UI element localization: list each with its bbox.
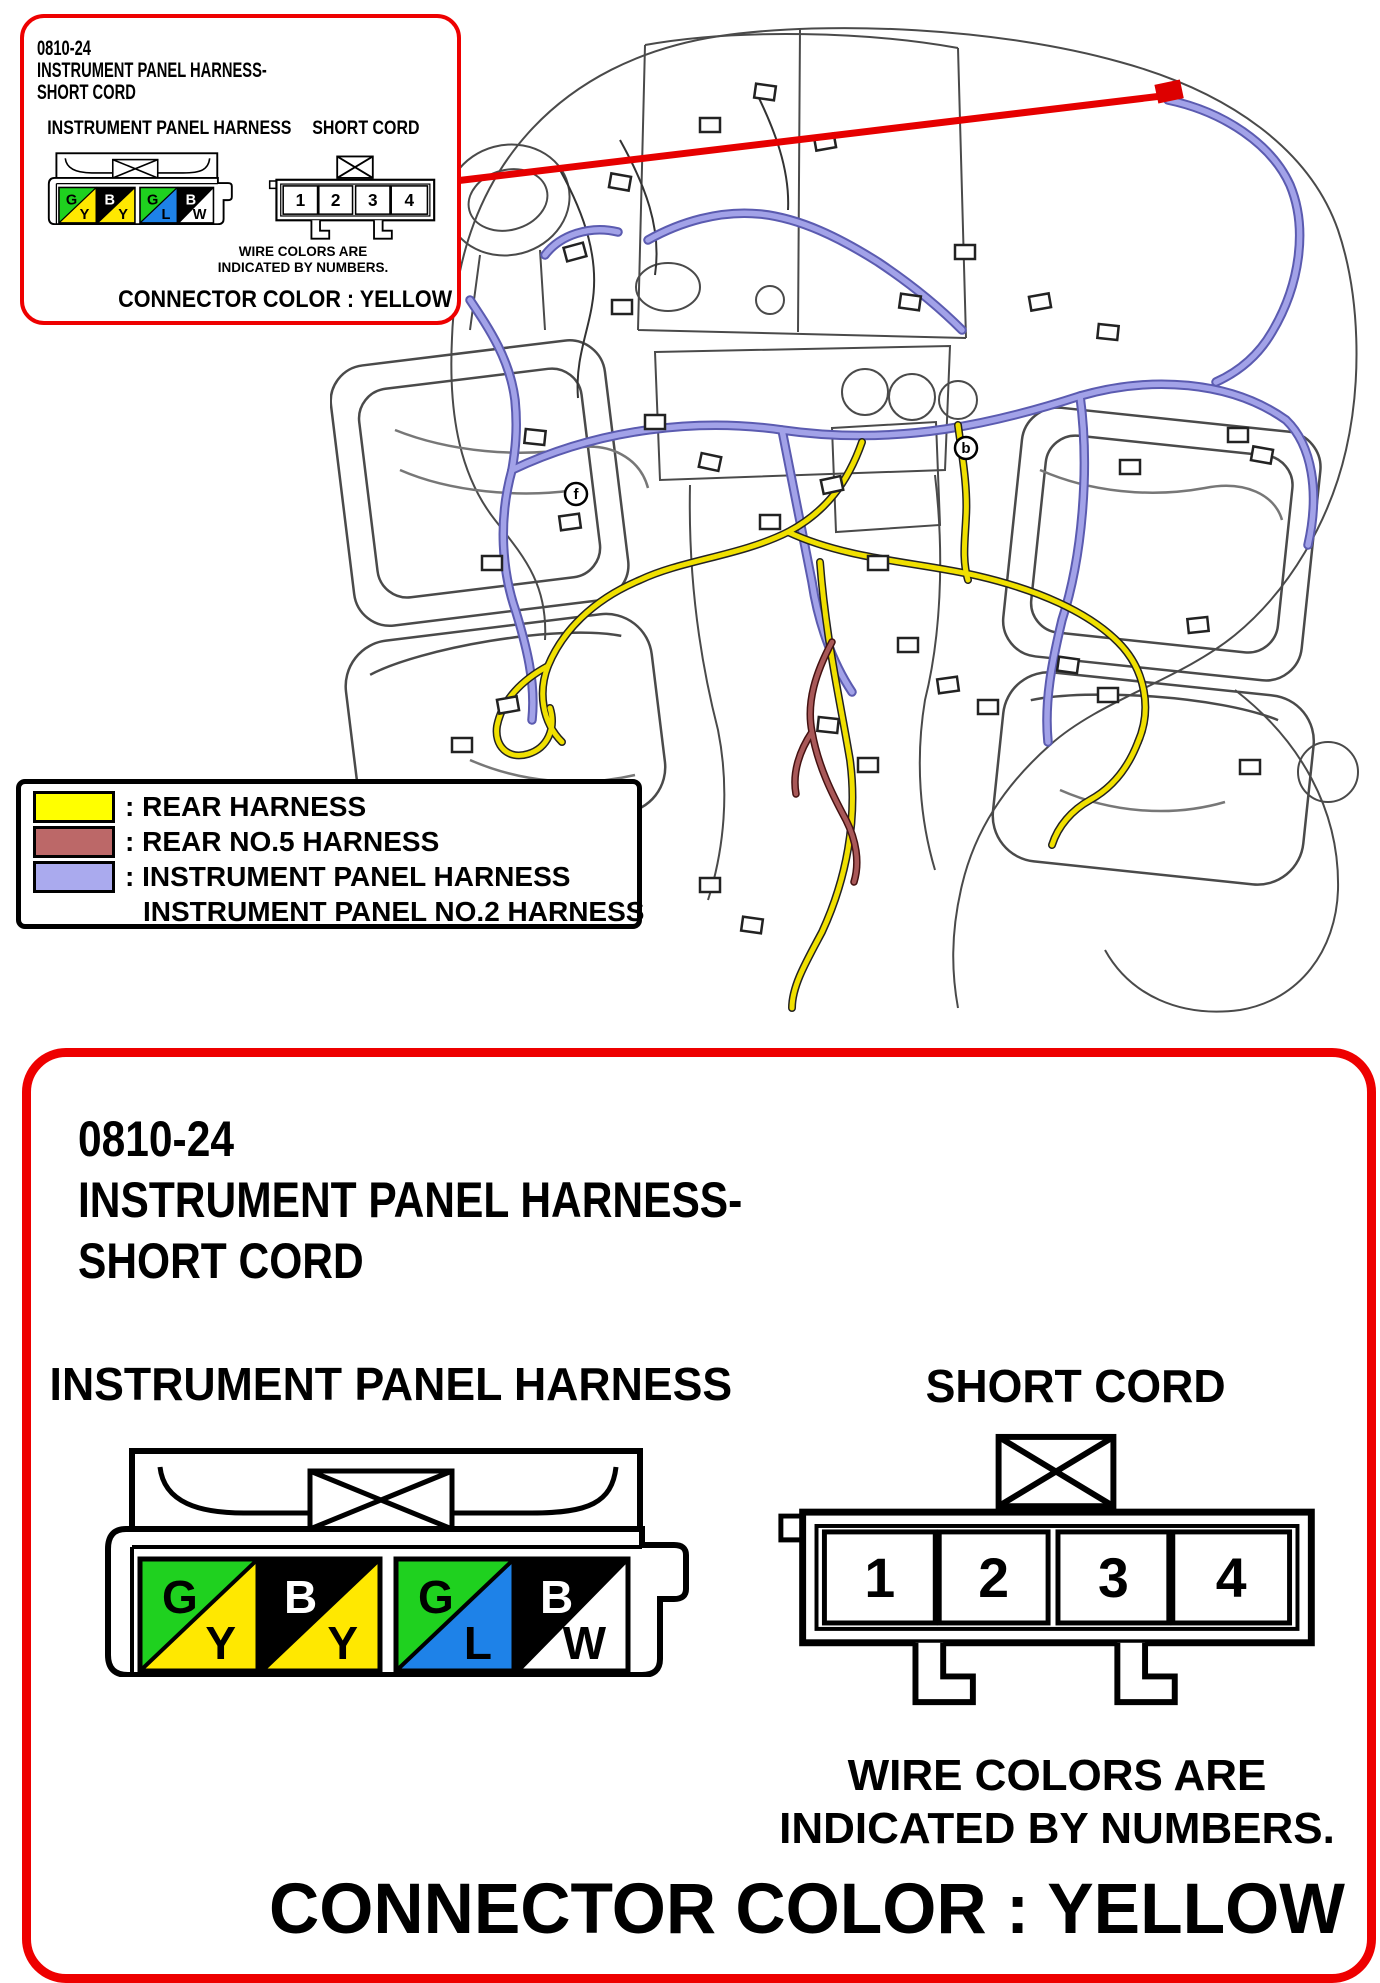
callout-code: 0810-24 <box>37 37 91 60</box>
svg-text:Y: Y <box>79 207 90 224</box>
svg-text:G: G <box>146 192 159 209</box>
harness-connector-drawing-small <box>45 152 235 225</box>
svg-text:3: 3 <box>368 190 378 211</box>
connector-callout-box <box>20 14 461 325</box>
callout-title-line2: INSTRUMENT PANEL HARNESS- <box>37 59 267 82</box>
svg-text:3: 3 <box>1097 1547 1129 1610</box>
svg-text:1: 1 <box>864 1547 896 1610</box>
harness-legend <box>16 779 645 929</box>
connector-color-note: CONNECTOR COLOR : YELLOW <box>118 286 452 313</box>
svg-text:B: B <box>104 192 116 209</box>
detail-title <box>78 1109 860 1292</box>
detail-title-line2: INSTRUMENT PANEL HARNESS- <box>78 1172 743 1228</box>
svg-text:G: G <box>162 1571 198 1623</box>
svg-text:L: L <box>463 1617 492 1669</box>
harness-side-label-large: INSTRUMENT PANEL HARNESS <box>49 1358 733 1410</box>
svg-text:L: L <box>161 207 171 224</box>
svg-text:1: 1 <box>295 190 306 211</box>
svg-text:4: 4 <box>404 190 415 211</box>
wire-color-note-large: WIRE COLORS ARE INDICATED BY NUMBERS. <box>779 1751 1335 1853</box>
svg-text:Y: Y <box>327 1617 358 1669</box>
detail-title-line3: SHORT CORD <box>78 1233 364 1289</box>
instrument-panel-harness-swatch <box>33 861 115 893</box>
rear-no5-harness-swatch <box>33 826 115 858</box>
svg-text:2: 2 <box>330 190 341 211</box>
marker-f-label: f <box>573 486 579 503</box>
legend-item-rear-no5-harness: : REAR NO.5 HARNESS <box>33 824 625 859</box>
harness-connector-drawing-large <box>96 1447 696 1677</box>
svg-text:Y: Y <box>205 1617 236 1669</box>
legend-item-rear-harness: : REAR HARNESS <box>33 789 625 824</box>
short-cord-connector-drawing-large <box>769 1429 1343 1726</box>
svg-text:G: G <box>65 192 78 209</box>
svg-text:G: G <box>418 1571 454 1623</box>
svg-text:B: B <box>540 1571 574 1623</box>
svg-text:Y: Y <box>118 207 128 224</box>
connector-color-note-large: CONNECTOR COLOR : YELLOW <box>269 1870 1345 1949</box>
legend-item-instrument-panel-harness: : INSTRUMENT PANEL HARNESS <box>33 859 625 894</box>
svg-text:2: 2 <box>978 1547 1010 1610</box>
harness-side-label: INSTRUMENT PANEL HARNESS <box>47 118 292 139</box>
callout-title <box>37 38 365 104</box>
svg-text:4: 4 <box>1215 1547 1247 1610</box>
legend-item-instrument-panel-no2-harness: INSTRUMENT PANEL NO.2 HARNESS <box>143 895 645 927</box>
short-cord-side-label: SHORT CORD <box>312 118 420 139</box>
svg-text:B: B <box>284 1571 318 1623</box>
connector-detail-box <box>22 1048 1376 1983</box>
rear-harness-swatch <box>33 791 115 823</box>
svg-text:W: W <box>192 207 207 224</box>
svg-text:W: W <box>562 1617 606 1669</box>
svg-text:B: B <box>185 192 197 209</box>
callout-line <box>455 96 1162 181</box>
marker-b-label: b <box>961 440 971 457</box>
callout-leader <box>455 79 1184 181</box>
callout-title-line3: SHORT CORD <box>37 81 136 104</box>
detail-code: 0810-24 <box>78 1111 234 1167</box>
short-cord-connector-drawing-small <box>266 154 444 246</box>
short-cord-side-label-large: SHORT CORD <box>926 1360 1226 1412</box>
wire-color-note: WIRE COLORS ARE INDICATED BY NUMBERS. <box>217 244 389 275</box>
